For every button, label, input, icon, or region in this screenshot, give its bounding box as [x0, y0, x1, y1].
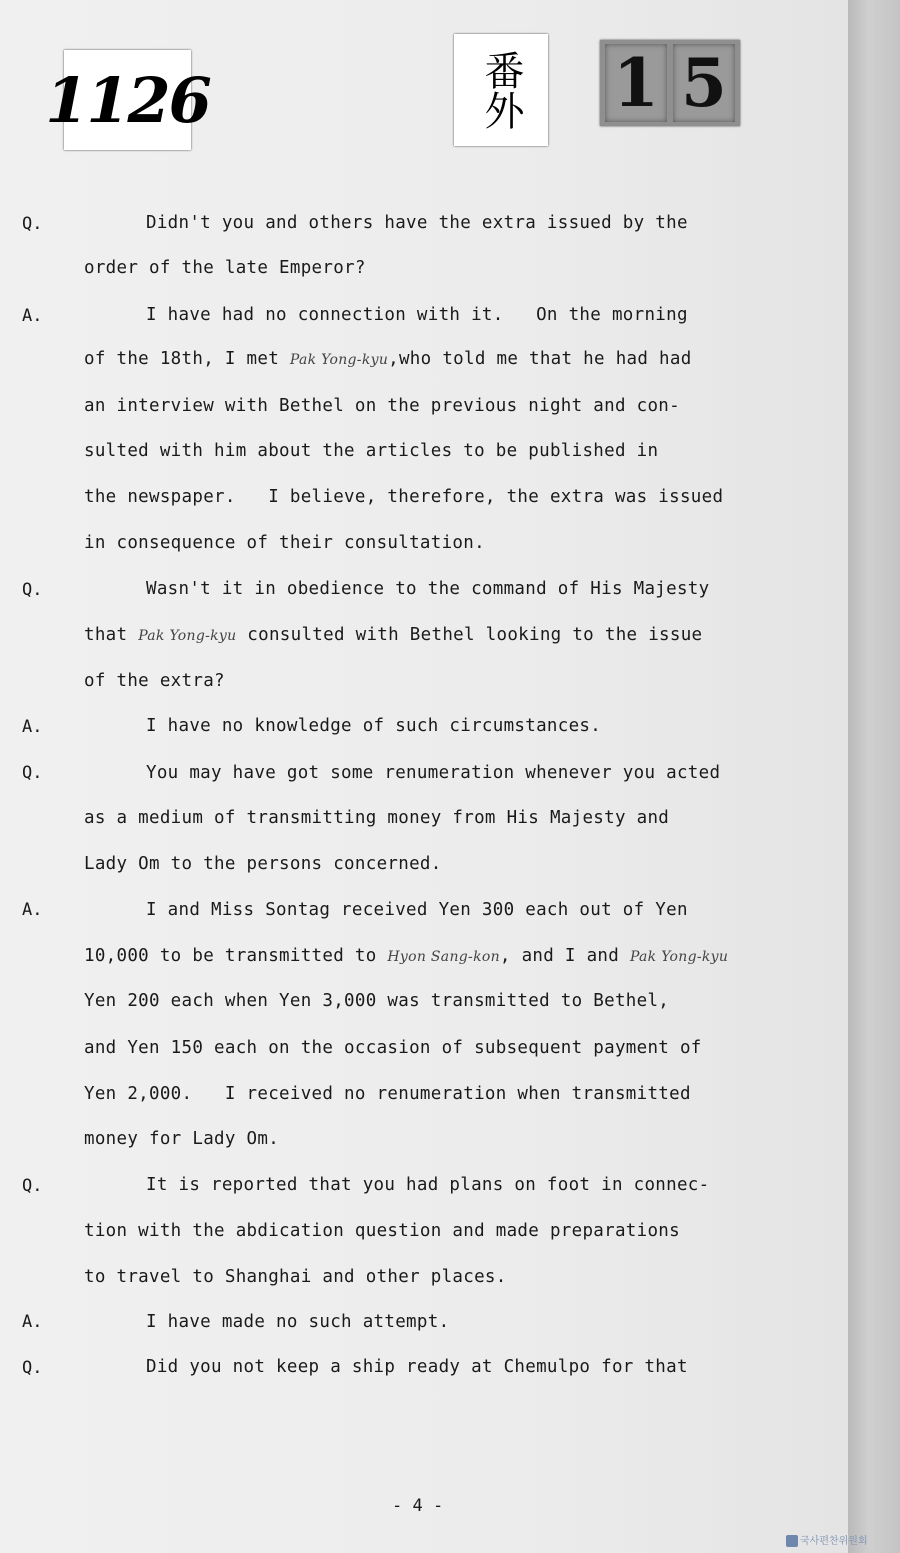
question-marker: Q. — [22, 214, 43, 234]
archive-logo-icon — [786, 1535, 798, 1547]
text-line: the newspaper. I believe, therefore, the extra was issued — [84, 487, 724, 507]
question-marker: Q. — [22, 1176, 43, 1196]
text-segment: that — [84, 625, 139, 645]
kanji-stamp — [454, 34, 548, 146]
text-line: to travel to Shanghai and other places. — [84, 1267, 507, 1287]
question-marker: Q. — [22, 763, 43, 783]
handwritten-name: Pak Yong-kyu — [289, 352, 389, 368]
text-line: an interview with Bethel on the previous night and con- — [84, 396, 680, 416]
text-line: in consequence of their consultation. — [84, 533, 485, 553]
text-line: money for Lady Om. — [84, 1129, 280, 1149]
page-edge — [848, 0, 900, 1553]
text-line: I have made no such attempt. — [146, 1312, 450, 1332]
text-line: as a medium of transmitting money from His Majesty and — [84, 808, 670, 828]
text-segment: 10,000 to be transmitted to — [84, 946, 388, 966]
text-segment: , and I and — [499, 946, 630, 966]
answer-marker: A. — [22, 900, 43, 920]
handwritten-name: Pak Yong-kyu — [629, 949, 729, 965]
text-line: Lady Om to the persons concerned. — [84, 854, 442, 874]
text-line: I and Miss Sontag received Yen 300 each out of Yen — [146, 900, 688, 920]
text-line — [84, 625, 702, 646]
archive-watermark — [786, 1532, 868, 1547]
text-segment: of the 18th, I met — [84, 349, 290, 369]
kanji-label: 番外 — [478, 50, 524, 130]
text-line: tion with the abdication question and made preparations — [84, 1221, 680, 1241]
text-line: I have no knowledge of such circumstances. — [146, 716, 602, 736]
text-line: sulted with him about the articles to be published in — [84, 441, 659, 461]
text-line: It is reported that you had plans on foot in connec- — [146, 1175, 710, 1195]
text-line — [84, 946, 728, 967]
text-line: and Yen 150 each on the occasion of subsequent payment of — [84, 1038, 702, 1058]
text-line: Yen 200 each when Yen 3,000 was transmitted to Bethel, — [84, 991, 670, 1011]
question-marker: Q. — [22, 580, 43, 600]
text-segment: consulted with Bethel looking to the issue — [236, 625, 703, 645]
page-number: - 4 - — [392, 1496, 444, 1516]
text-line: Didn't you and others have the extra issued by the — [146, 213, 688, 233]
document-number: 1126 — [45, 63, 210, 137]
text-line: You may have got some renumeration whenever you acted — [146, 763, 721, 783]
text-line: order of the late Emperor? — [84, 258, 366, 278]
text-line — [84, 349, 692, 370]
document-number-stamp — [45, 50, 210, 150]
watermark-text: 국사편찬위원회 — [800, 1536, 868, 1547]
text-segment: ,who told me that he had had — [388, 349, 692, 369]
sequence-digit-left: 1 — [605, 44, 667, 122]
answer-marker: A. — [22, 717, 43, 737]
text-line: I have had no connection with it. On the morning — [146, 305, 688, 325]
answer-marker: A. — [22, 1312, 43, 1332]
sequence-digit-right: 5 — [673, 44, 735, 122]
answer-marker: A. — [22, 306, 43, 326]
question-marker: Q. — [22, 1358, 43, 1378]
text-line: Wasn't it in obedience to the command of His Majesty — [146, 579, 710, 599]
text-line: Yen 2,000. I received no renumeration when transmitted — [84, 1084, 691, 1104]
sequence-stamp — [600, 40, 740, 126]
handwritten-name: Pak Yong-kyu — [138, 628, 237, 644]
text-line: Did you not keep a ship ready at Chemulpo for that — [146, 1357, 688, 1377]
handwritten-name: Hyon Sang-kon — [387, 949, 500, 965]
text-line: of the extra? — [84, 671, 225, 691]
